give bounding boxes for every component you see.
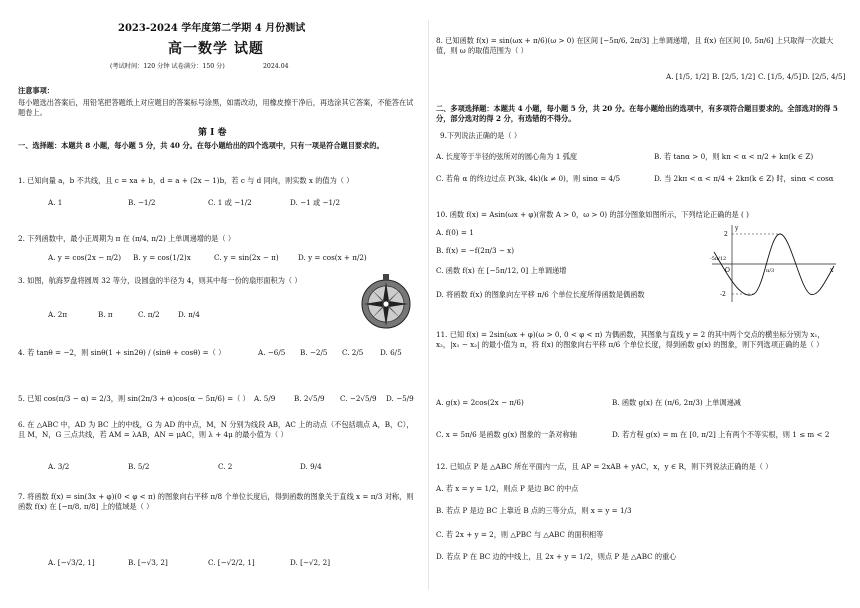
exam-title: 高一数学 试题 xyxy=(168,41,264,57)
q4-option-b[interactable]: B. −2/5 xyxy=(300,348,328,357)
q1-option-a[interactable]: A. 1 xyxy=(48,198,63,207)
q4-option-a[interactable]: A. −6/5 xyxy=(258,348,286,357)
q7-option-c[interactable]: C. [−√2/2, 1] xyxy=(208,558,255,567)
question-8-stem: 8. 已知函数 f(x) = sin(ωx + π/6)(ω > 0) 在区间 [−5π/6, 2π/3] 上单调递增，且 f(x) 在区间 [0, 5π/6] 上只取得一次最大值，则 ω 的取值范围为（ ） xyxy=(436,36,834,55)
q7-option-a[interactable]: A. [−√3/2, 1] xyxy=(48,558,95,567)
notice-heading: 注意事项： xyxy=(18,86,54,95)
q9-option-a[interactable]: A. 长度等于半径的弦所对的圆心角为 1 弧度 xyxy=(436,152,578,161)
q11-option-a[interactable]: A. g(x) = 2cos(2x − π/6) xyxy=(436,398,524,407)
q8-option-b[interactable]: B. [2/5, 1/2] xyxy=(712,72,756,81)
q9-option-c[interactable]: C. 若角 α 的终边过点 P(3k, 4k)(k ≠ 0)，则 sinα = 4/5 xyxy=(436,174,621,183)
q12-option-d[interactable]: D. 若点 P 在 BC 边的中线上，且 2x + y = 1/2，则点 P 是 △ABC 的重心 xyxy=(436,552,677,561)
q9-option-b[interactable]: B. 若 tanα > 0，则 kπ < α < π/2 + kπ(k ∈ Z) xyxy=(654,152,814,161)
q5-option-c[interactable]: C. −2√5/9 xyxy=(340,394,377,403)
q4-option-d[interactable]: D. 6/5 xyxy=(380,348,402,357)
question-6-stem: 6. 在 △ABC 中，AD 为 BC 上的中线，G 为 AD 的中点，M，N 分别为线段 AB，AC 上的动点（不包括端点 A，B，C），且 M，N，G 三点共线，若 AM = λAB，AN = μAC，则 λ + 4μ 的最小值为（ ） xyxy=(18,420,414,439)
q7-option-d[interactable]: D. [−√2, 2] xyxy=(290,558,331,567)
section2-heading: 二、多项选择题：本题共 4 小题，每小题 5 分，共 20 分。在每小题给出的选项中，有多项符合题目要求的。全部选对的得 5 分，部分选对的得 2 分，有选错的不得分。 xyxy=(436,104,838,123)
q1-option-c[interactable]: C. 1 或 −1/2 xyxy=(208,198,252,207)
q6-option-c[interactable]: C. 2 xyxy=(218,462,233,471)
q3-option-d[interactable]: D. π/4 xyxy=(178,310,200,319)
exam-date: 2024.04 xyxy=(263,63,289,70)
q10-option-c[interactable]: C. 函数 f(x) 在 [−5π/12, 0] 上单调递增 xyxy=(436,266,567,275)
question-10-stem: 10. 函数 f(x) = Asin(ωx + φ)(常数 A > 0，ω > 0) 的部分图象如图所示，下列结论正确的是 ( ) xyxy=(436,210,749,219)
volume-label: 第 I 卷 xyxy=(198,128,227,138)
q12-option-b[interactable]: B. 若点 P 是边 BC 上靠近 B 点的三等分点，则 x = y = 1/3 xyxy=(436,506,632,515)
q1-option-d[interactable]: D. −1 或 −1/2 xyxy=(290,198,341,207)
question-5-stem: 5. 已知 cos(π/3 − α) = 2/3，则 sin(2π/3 + α)cos(α − 5π/6) =（ ） xyxy=(18,394,250,403)
section1-heading: 一、选择题：本题共 8 小题，每小题 5 分，共 40 分。在每小题给出的四个选项中，只有一项是符合题目要求的。 xyxy=(18,141,384,150)
q11-option-b[interactable]: B. 函数 g(x) 在 (π/6, 2π/3) 上单调递减 xyxy=(612,398,741,407)
q3-option-b[interactable]: B. π xyxy=(98,310,113,319)
question-1-stem: 1. 已知向量 a，b 不共线，且 c = xa + b，d = a + (2x − 1)b，若 c 与 d 同向，则实数 x 的值为（ ） xyxy=(18,176,354,185)
q2-option-a[interactable]: A. y = cos(2x − π/2) xyxy=(48,253,121,262)
graph-y-top-label: 2 xyxy=(724,231,728,238)
exam-meta: (考试时间：120 分钟 试卷满分：150 分) xyxy=(110,63,225,70)
graph-x-tick-label: π/3 xyxy=(766,268,775,274)
question-7-stem: 7. 将函数 f(x) = sin(3x + φ)(0 < φ < π) 的图象向右平移 π/8 个单位长度后，得到函数的图象关于直线 x = π/3 对称，则函数 f(x) 在 [−π/8, π/8] 上的值域是（ ） xyxy=(18,492,414,511)
q3-option-a[interactable]: A. 2π xyxy=(48,310,68,319)
sine-graph-figure xyxy=(710,222,840,306)
question-9-stem: 9.下列说法正确的是（ ） xyxy=(440,131,522,140)
column-divider xyxy=(428,20,429,590)
q6-option-b[interactable]: B. 5/2 xyxy=(128,462,150,471)
q2-option-c[interactable]: C. y = sin(2x − π) xyxy=(214,253,279,262)
q2-option-b[interactable]: B. y = cos(1/2)x xyxy=(133,253,191,262)
graph-x-label: x xyxy=(830,267,834,274)
q7-option-b[interactable]: B. [−√3, 2] xyxy=(128,558,168,567)
q5-option-b[interactable]: B. 2√5/9 xyxy=(294,394,325,403)
q8-option-d[interactable]: D. [2/5, 4/5] xyxy=(802,72,846,81)
q2-option-d[interactable]: D. y = cos(x + π/2) xyxy=(298,253,367,262)
graph-x-tick2-label: -5π/12 xyxy=(710,256,727,262)
q3-option-c[interactable]: C. π/2 xyxy=(138,310,160,319)
q5-option-a[interactable]: A. 5/9 xyxy=(254,394,276,403)
q10-option-d[interactable]: D. 将函数 f(x) 的图象向左平移 π/6 个单位长度所得函数是偶函数 xyxy=(436,290,645,299)
q9-option-d[interactable]: D. 当 2kπ < α < π/4 + 2kπ(k ∈ Z) 时，sinα < cosα xyxy=(654,174,834,183)
question-4-stem: 4. 若 tanθ = −2，则 sinθ(1 + sin2θ) / (sinθ + cosθ) =（ ） xyxy=(18,348,226,357)
question-11-stem: 11. 已知 f(x) = 2sin(ωx + φ)(ω > 0, 0 < φ < π) 为偶函数，其图象与直线 y = 2 的其中两个交点的横坐标分别为 x₁，x₂，|x₁ − x₂| 的最小值为 π，将 f(x) 的图象向右平移 π/6 个单位长度，得到函数 g(x) 的图象，则下列选项正确的是（ ） xyxy=(436,330,825,349)
compass-rose-icon xyxy=(358,272,414,332)
exam-header: 2023-2024 学年度第二学期 4 月份测试 xyxy=(118,23,306,34)
q6-option-a[interactable]: A. 3/2 xyxy=(48,462,70,471)
q8-option-c[interactable]: C. [1/5, 4/5] xyxy=(758,72,802,81)
q4-option-c[interactable]: C. 2/5 xyxy=(342,348,364,357)
notice-body: 每小题选出答案后，用铅笔把答题纸上对应题目的答案标号涂黑，如需改动，用橡皮擦干净后，再选涂其它答案，不能答在试题卷上。 xyxy=(18,98,414,117)
q8-option-a[interactable]: A. [1/5, 1/2] xyxy=(666,72,710,81)
q10-option-b[interactable]: B. f(x) = −f(2π/3 − x) xyxy=(436,246,514,255)
q12-option-a[interactable]: A. 若 x = y = 1/2，则点 P 是边 BC 的中点 xyxy=(436,484,579,493)
graph-y-bottom-label: -2 xyxy=(720,291,726,298)
graph-origin-label: O xyxy=(725,267,730,274)
graph-y-label: y xyxy=(735,225,739,232)
q10-option-a[interactable]: A. f(0) = 1 xyxy=(436,228,474,237)
q5-option-d[interactable]: D. −5/9 xyxy=(386,394,414,403)
q12-option-c[interactable]: C. 若 2x + y = 2，则 △PBC 与 △ABC 的面积相等 xyxy=(436,530,604,539)
question-3-stem: 3. 如图，航海罗盘将圆周 32 等分，设圆盘的半径为 4，则其中每一份的扇形面积为（ ） xyxy=(18,276,302,285)
q11-option-d[interactable]: D. 若方程 g(x) = m 在 [0, π/2] 上有两个不等实根，则 1 ≤ m < 2 xyxy=(612,430,830,439)
q1-option-b[interactable]: B. −1/2 xyxy=(128,198,156,207)
q6-option-d[interactable]: D. 9/4 xyxy=(300,462,322,471)
question-2-stem: 2. 下列函数中，最小正周期为 π 在 (π/4, π/2) 上单调递增的是（ ） xyxy=(18,234,236,243)
question-12-stem: 12. 已知点 P 是 △ABC 所在平面内一点，且 AP = 2xAB + yAC，x，y ∈ R，则下列说法正确的是（ ） xyxy=(436,462,773,471)
q11-option-c[interactable]: C. x = 5π/6 是函数 g(x) 图象的一条对称轴 xyxy=(436,430,577,439)
